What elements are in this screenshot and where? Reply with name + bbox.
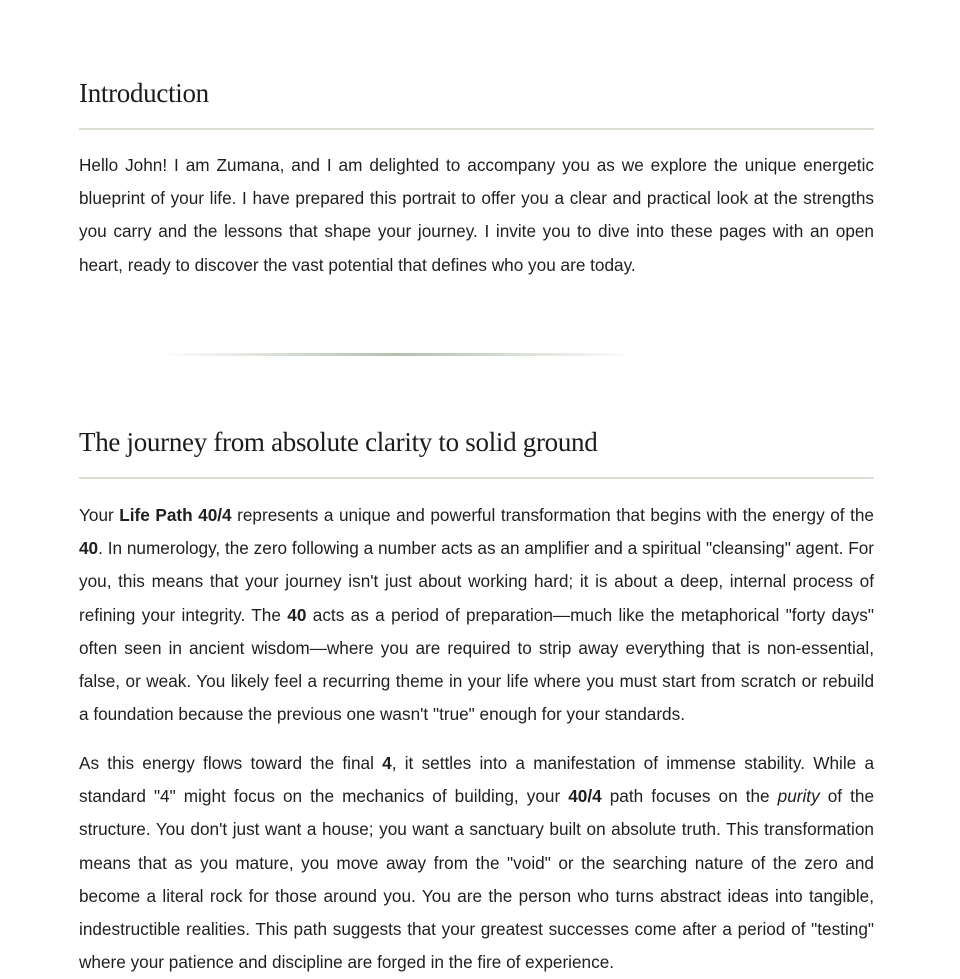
section-underline	[79, 128, 874, 130]
bold-text: 4	[382, 753, 392, 773]
section-divider	[160, 353, 635, 356]
text-run: As this energy flows toward the final	[79, 753, 383, 773]
journey-paragraph-1	[79, 499, 874, 731]
text-run: represents a unique and powerful transformation that begins with the energy of the	[231, 505, 874, 525]
intro-paragraph: Hello John! I am Zumana, and I am delighted to accompany you as we explore the unique energetic blueprint of your life. I have prepared this portrait to offer you a clear and practical look at the strengths you carry and the lessons that shape your journey. I invite you to dive into these pages with an open heart, ready to discover the vast potential that defines who you are today.	[79, 155, 874, 275]
journey-paragraph-2	[79, 747, 874, 979]
text-run: Your	[79, 505, 120, 525]
bold-text: 40	[287, 604, 307, 625]
section-underline	[79, 477, 874, 479]
bold-text: 40	[79, 538, 99, 559]
section-title-introduction: Introduction	[79, 78, 209, 108]
text-run: . In numerology, the zero following a number acts as an amplifier and a spiritual "cleansing" agent. For you, this means that your journey isn't just about working hard; it is about a deep, internal process of refining your integrity. The	[79, 538, 874, 625]
text-run: path focuses on the	[601, 786, 778, 807]
bold-text: 40/4	[568, 786, 602, 807]
text-run: of the structure. You don't just want a house; you want a sanctuary built on absolute truth. This transformation means that as you mature, you move away from the "void" or the searching nature of the zero and become a literal rock for those around you. You are the person who turns abstract ideas into tangible, indestructible realities. This path suggests that your greatest successes come after a period of "testing" where your patience and discipline are forged in the fire of experience.	[79, 786, 875, 973]
text-run: , it settles into a manifestation of immense stability. While a standard "4" might focus on the mechanics of building, your	[79, 753, 875, 807]
bold-text: Life Path 40/4	[119, 505, 232, 525]
italic-text: purity	[777, 786, 820, 807]
section-title-journey: The journey from absolute clarity to solid ground	[79, 427, 598, 457]
text-run: acts as a period of preparation—much like the metaphorical "forty days" often seen in ancient wisdom—where you are required to strip away everything that is non-essential, false, or weak. You likely feel a recurring theme in your life where you must start from scratch or rebuild a foundation because the previous one wasn't "true" enough for your standards.	[79, 604, 874, 725]
